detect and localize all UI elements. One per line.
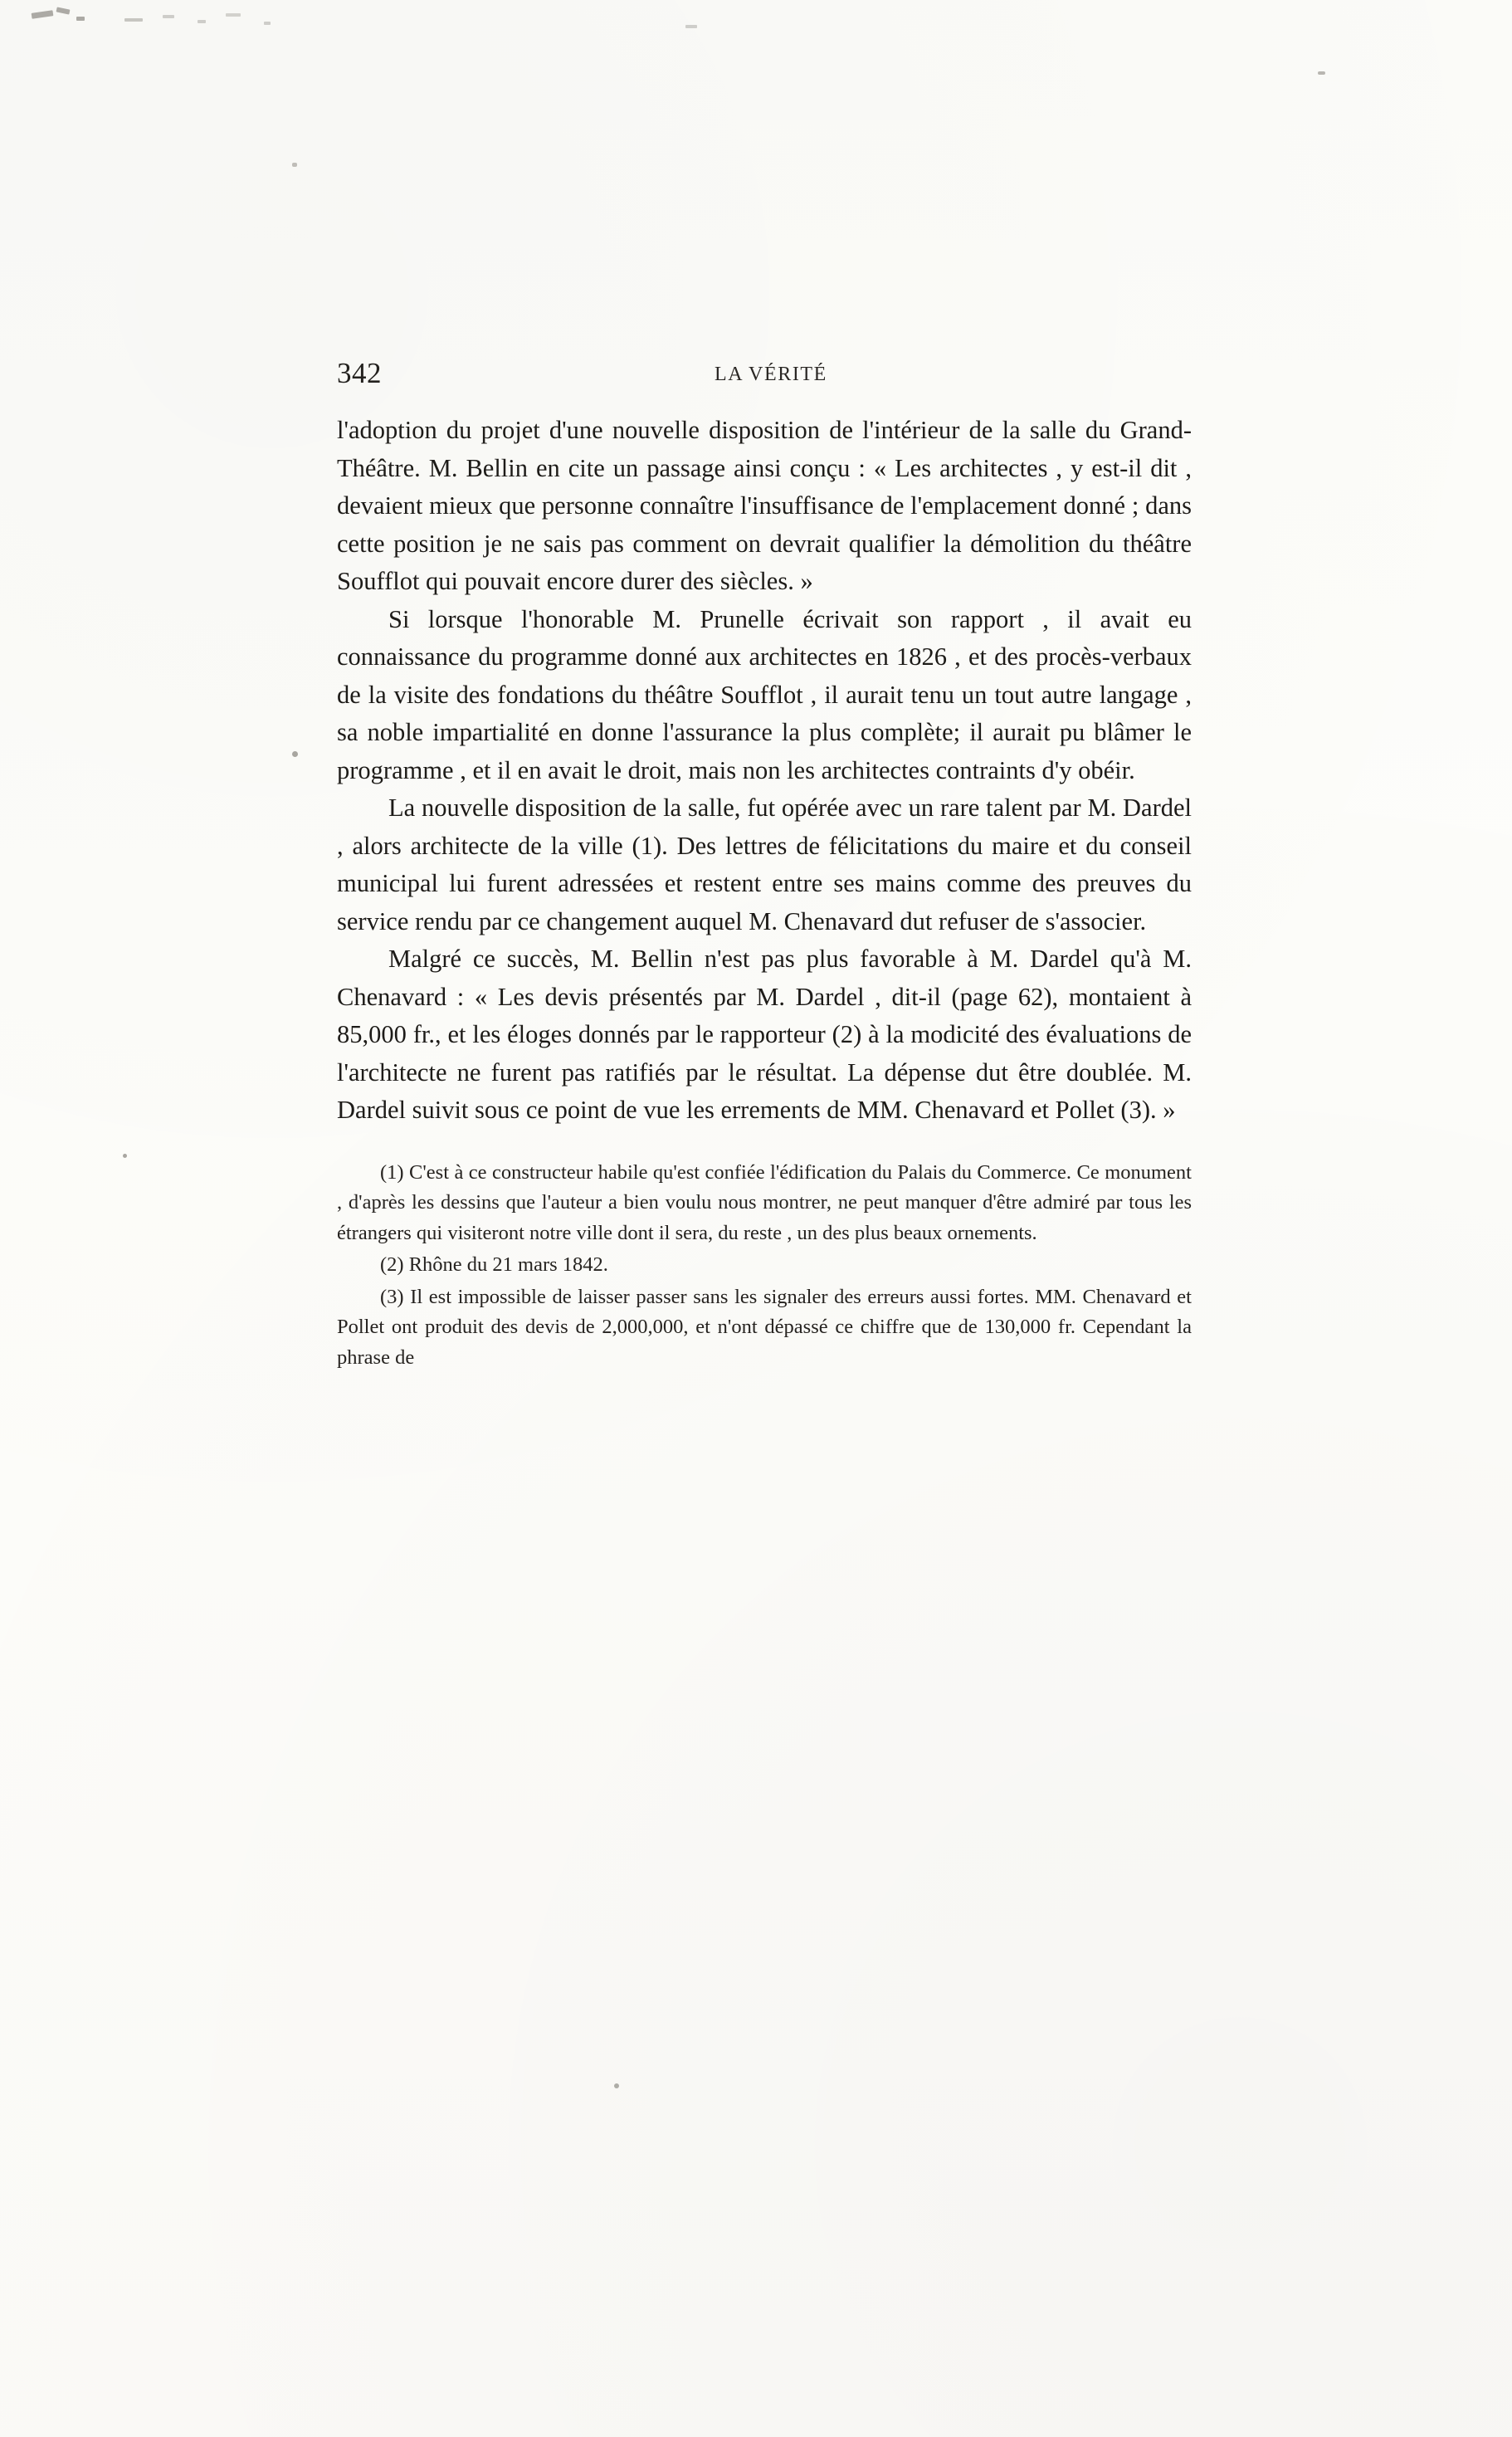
- scan-speck: [292, 751, 298, 757]
- scan-artifacts: [0, 0, 1512, 50]
- paragraph: Si lorsque l'honorable M. Prunelle écrivait son rapport , il avait eu connaissance du programme donné aux architectes en 1826 , et des procès-verbaux de la visite des fondations du théâtre Soufflot , il aurait tenu un tout autre langage , sa noble impartialité en donne l'assurance la plus complète; il aurait pu blâmer le programme , et il en avait le droit, mais non les architectes contraints d'y obéir.: [337, 604, 1192, 784]
- page-number: 342: [337, 357, 382, 389]
- scan-speck: [292, 163, 297, 167]
- paragraph: Malgré ce succès, M. Bellin n'est pas plus favorable à M. Dardel qu'à M. Chenavard : « Les devis présentés par M. Dardel , dit-il (page 62), montaient à 85,000 fr., et les éloges donnés par le rapporteur (2) à la modicité des évaluations de l'architecte ne furent pas ratifiés par le résultat. La dépense dut être doublée. M. Dardel suivit sous ce point de vue les errements de MM. Chenavard et Pollet (3). »: [337, 945, 1192, 1124]
- footnote-1: (1) C'est à ce constructeur habile qu'est confiée l'édification du Palais du Commerce. Ce monument , d'après les dessins que l'auteur a bien voulu nous montrer, ne peut manquer d'être admiré par tous les étrangers qui visiteront notre ville dont il sera, du reste , un des plus beaux ornements.: [337, 1160, 1192, 1244]
- paragraph: La nouvelle disposition de la salle, fut opérée avec un rare talent par M. Dardel , alors architecte de la ville (1). Des lettres de félicitations du maire et du conseil municipal lui furent adressées et restent entre ses mains comme des preuves du service rendu par ce changement auquel M. Chenavard dut refuser de s'associer.: [337, 794, 1192, 935]
- paragraph-continuation: l'adoption du projet d'une nouvelle disposition de l'intérieur de la salle du Grand-Théâtre. M. Bellin en cite un passage ainsi conçu : « Les architectes , y est-il dit , devaient mieux que personne connaître l'insuffisance de l'emplacement donné ; dans cette position je ne sais pas comment on devrait qualifier la démolition du théâtre Soufflot qui pouvait encore durer des siècles. »: [337, 416, 1192, 595]
- scan-speck: [614, 2083, 619, 2088]
- footnotes: [337, 1158, 1192, 1374]
- scan-speck: [123, 1154, 127, 1158]
- footnote-2: (2) Rhône du 21 mars 1842.: [380, 1253, 608, 1276]
- page-header: [337, 357, 1192, 403]
- footnote-3: (3) Il est impossible de laisser passer sans les signaler des erreurs aussi fortes. MM. Chenavard et Pollet ont produit des devis de 2,000,000, et n'ont dépassé ce chiffre que de 130,000 fr. Cependant la phrase de: [337, 1285, 1192, 1369]
- scan-speck: [1318, 71, 1325, 75]
- text-column: [337, 357, 1192, 1373]
- running-head: LA VÉRITÉ: [715, 364, 827, 385]
